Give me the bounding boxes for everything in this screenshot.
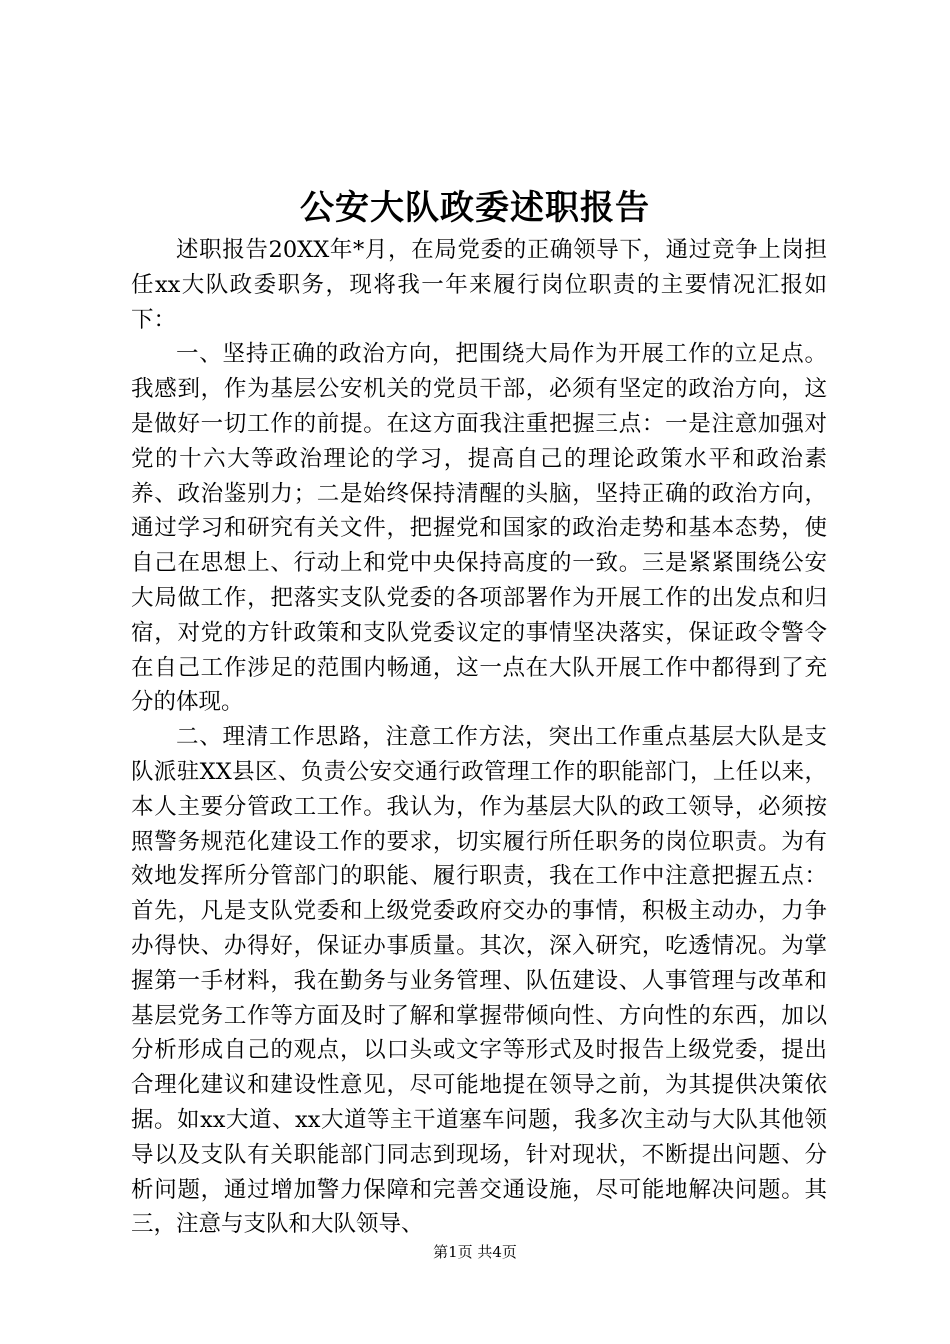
document-title: 公安大队政委述职报告 [300, 188, 650, 228]
paragraph-section-1: 一、坚持正确的政治方向，把围绕大局作为开展工作的立足点。我感到，作为基层公安机关的党员干部，必须有坚定的政治方向，这是做好一切工作的前提。在这方面我注重把握三点：一是注意加强对党的十六大等政治理论的学习，提高自己的理论政策水平和政治素养、政治鉴别力；二是始终保持清醒的头脑，坚持正确的政治方向，通过学习和研究有关文件，把握党和国家的政治走势和基本态势，使自己在思想上、行动上和党中央保持高度的一致。三是紧紧围绕公安大局做工作，把落实支队党委的各项部署作为开展工作的出发点和归宿，对党的方针政策和支队党委议定的事情坚决落实，保证政令警令在自己工作涉足的范围内畅通，这一点在大队开展工作中都得到了充分的体现。 [131, 341, 827, 716]
document-body [131, 233, 827, 1242]
page-number-footer: 第1页 共4页 [433, 1243, 517, 1261]
paragraph-section-2: 二、理清工作思路，注意工作方法，突出工作重点基层大队是支队派驻XX县区、负责公安交通行政管理工作的职能部门，上任以来，本人主要分管政工工作。我认为，作为基层大队的政工领导，必须按照警务规范化建设工作的要求，切实履行所任职务的岗位职责。为有效地发挥所分管部门的职能、履行职责，我在工作中注意把握五点：首先，凡是支队党委和上级党委政府交办的事情，积极主动办，力争办得快、办得好，保证办事质量。其次，深入研究，吃透情况。为掌握第一手材料，我在勤务与业务管理、队伍建设、人事管理与改革和基层党务工作等方面及时了解和掌握带倾向性、方向性的东西，加以分析形成自己的观点，以口头或文字等形式及时报告上级党委，提出合理化建议和建设性意见，尽可能地提在领导之前，为其提供决策依据。如xx大道、xx大道等主干道塞车问题，我多次主动与大队其他领导以及支队有关职能部门同志到现场，针对现状，不断提出问题、分析问题，通过增加警力保障和完善交通设施，尽可能地解决问题。其三，注意与支队和大队领导、 [131, 724, 827, 1238]
paragraph-intro: 述职报告20XX年*月，在局党委的正确领导下，通过竞争上岗担任xx大队政委职务，现将我一年来履行岗位职责的主要情况汇报如下： [131, 237, 827, 333]
